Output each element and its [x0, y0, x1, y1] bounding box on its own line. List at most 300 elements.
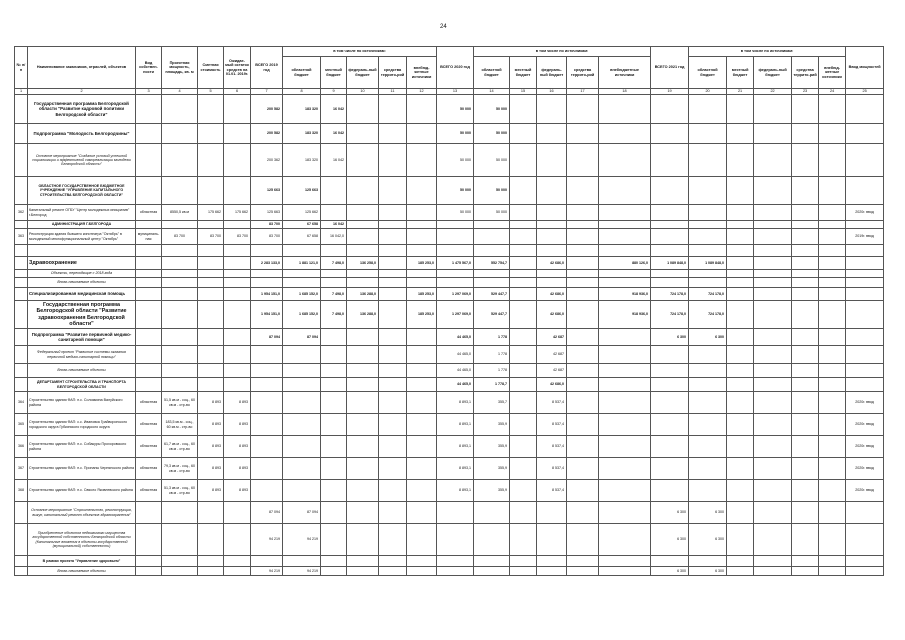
table-cell	[283, 245, 321, 257]
table-cell	[347, 177, 379, 205]
table-cell	[819, 205, 846, 221]
table-cell	[689, 229, 727, 245]
table-cell	[251, 436, 283, 458]
col-name-header: Наименование заказчиков, отраслей, объектов	[28, 47, 136, 89]
row-number	[15, 364, 28, 378]
table-cell	[407, 392, 437, 414]
table-cell: 7 498,0	[321, 288, 347, 301]
row-number	[15, 556, 28, 567]
table-cell	[321, 177, 347, 205]
table-cell	[162, 278, 198, 288]
table-cell	[792, 229, 819, 245]
table-cell	[198, 270, 224, 278]
table-cell	[819, 177, 846, 205]
table-row	[15, 480, 884, 502]
table-cell	[379, 288, 407, 301]
table-cell: 175 662	[198, 205, 224, 221]
table-cell	[224, 378, 251, 392]
table-cell	[727, 95, 754, 124]
table-cell	[198, 524, 224, 556]
table-cell	[754, 205, 792, 221]
table-cell	[224, 245, 251, 257]
row-number: 368	[15, 480, 28, 502]
column-number: 20	[689, 89, 727, 95]
table-cell	[510, 502, 537, 524]
table-cell	[727, 414, 754, 436]
table-cell: 50 000	[437, 205, 474, 221]
row-title: Строительство здания ФАП: с.с. Ивановка Грайворонского городского округа Губкинского городского округа	[28, 414, 136, 436]
table-cell	[599, 278, 651, 288]
row-number: 366	[15, 436, 28, 458]
row-number	[15, 257, 28, 270]
table-cell	[162, 124, 198, 144]
row-title: Вновь начинаемые объекты	[28, 364, 136, 378]
table-cell	[599, 392, 651, 414]
table-cell	[754, 524, 792, 556]
row-number	[15, 288, 28, 301]
table-cell	[727, 257, 754, 270]
table-cell: 8 893,1	[437, 392, 474, 414]
table-cell	[510, 414, 537, 436]
src-federal-2021: федераль-ный бюджет	[754, 57, 792, 89]
table-cell	[407, 436, 437, 458]
src-extra-2019: внебюд-жетные источники	[407, 57, 437, 89]
table-cell: 42 686,0	[537, 301, 567, 329]
table-cell	[510, 95, 537, 124]
table-row	[15, 502, 884, 524]
row-number	[15, 124, 28, 144]
table-cell	[510, 229, 537, 245]
table-cell	[792, 257, 819, 270]
table-cell	[689, 480, 727, 502]
table-cell	[321, 567, 347, 576]
row-number	[15, 221, 28, 229]
table-cell: 125 662	[283, 205, 321, 221]
column-number: 13	[437, 89, 474, 95]
table-cell: областная	[136, 458, 162, 480]
table-cell: 1 778	[474, 346, 510, 364]
table-cell	[321, 329, 347, 346]
table-cell	[224, 301, 251, 329]
table-cell	[846, 95, 884, 124]
table-cell	[599, 364, 651, 378]
table-cell	[651, 364, 689, 378]
table-cell	[567, 524, 599, 556]
table-cell	[347, 567, 379, 576]
row-title: ДЕПАРТАМЕНТ СТРОИТЕЛЬСТВА И ТРАНСПОРТА БЕЛГОРОДСКОЙ ОБЛАСТИ	[28, 378, 136, 392]
table-cell	[283, 458, 321, 480]
table-cell	[437, 524, 474, 556]
table-cell	[347, 458, 379, 480]
src-federal-2019: федераль-ный бюджет	[347, 57, 379, 89]
table-cell	[651, 392, 689, 414]
table-cell: 8 893,1	[437, 480, 474, 502]
col-cost-header: Сметная стоимость	[198, 47, 224, 89]
table-cell: 355,9	[474, 458, 510, 480]
table-cell	[379, 229, 407, 245]
table-cell	[136, 270, 162, 278]
table-cell: 175 662	[224, 205, 251, 221]
table-cell	[537, 177, 567, 205]
table-cell	[437, 502, 474, 524]
table-cell: 1 685 152,0	[283, 301, 321, 329]
table-cell	[754, 229, 792, 245]
table-cell	[379, 556, 407, 567]
table-cell	[474, 556, 510, 567]
src-territorial-2019: средства террито-рий	[379, 57, 407, 89]
table-cell	[379, 205, 407, 221]
table-cell: 2020г. ввод	[846, 205, 884, 221]
table-cell	[792, 278, 819, 288]
table-cell: 50 000	[437, 144, 474, 177]
table-cell	[407, 480, 437, 502]
table-cell	[198, 346, 224, 364]
table-cell: 6 300	[651, 567, 689, 576]
table-cell	[792, 392, 819, 414]
table-cell	[136, 346, 162, 364]
table-cell	[251, 480, 283, 502]
table-cell: 94 219	[283, 567, 321, 576]
table-cell	[510, 177, 537, 205]
table-cell	[474, 221, 510, 229]
table-cell	[510, 288, 537, 301]
table-cell: 2020г. ввод	[846, 480, 884, 502]
table-cell	[727, 436, 754, 458]
row-title: Строительство здания ФАП: п.с. Соломкина Валуйского района	[28, 392, 136, 414]
table-cell	[689, 556, 727, 567]
table-cell	[599, 205, 651, 221]
table-cell: 8 537,4	[537, 436, 567, 458]
table-cell	[379, 278, 407, 288]
table-cell	[347, 556, 379, 567]
table-cell: 355,9	[474, 436, 510, 458]
table-cell: муниципаль-ная	[136, 229, 162, 245]
table-cell	[537, 95, 567, 124]
table-cell: 2020г. ввод	[846, 392, 884, 414]
table-cell	[537, 278, 567, 288]
sources-2019-header: в том числе по источникам:	[283, 47, 437, 57]
row-number	[15, 95, 28, 124]
table-cell	[224, 257, 251, 270]
table-cell	[136, 278, 162, 288]
table-cell	[321, 414, 347, 436]
table-cell	[162, 329, 198, 346]
table-cell	[162, 245, 198, 257]
row-title: Подпрограмма "Развитие первичной медико-санитарной помощи"	[28, 329, 136, 346]
table-cell	[792, 567, 819, 576]
table-cell: 529 447,7	[474, 301, 510, 329]
table-cell	[321, 278, 347, 288]
table-cell	[754, 364, 792, 378]
table-cell	[651, 229, 689, 245]
table-cell	[792, 270, 819, 278]
table-cell	[689, 221, 727, 229]
table-cell	[599, 177, 651, 205]
table-cell: 83 700	[162, 229, 198, 245]
src-regional-2019: областной бюджет	[283, 57, 321, 89]
page-number: 24	[440, 24, 447, 30]
table-cell	[379, 221, 407, 229]
table-cell	[283, 378, 321, 392]
table-cell: 61,7 кв.м - соц., 60 кв.м - стр-во	[162, 436, 198, 458]
table-cell: 183,5 кв.м - соц., 60 кв.м - стр-во	[162, 414, 198, 436]
table-cell	[379, 144, 407, 177]
table-row	[15, 177, 884, 205]
table-cell	[599, 414, 651, 436]
table-cell	[846, 144, 884, 177]
table-cell: 2020г. ввод	[846, 458, 884, 480]
table-cell	[819, 458, 846, 480]
table-cell	[727, 288, 754, 301]
table-cell	[792, 378, 819, 392]
table-cell	[321, 556, 347, 567]
table-cell	[846, 364, 884, 378]
col-ownership-header: Вид собствен-ности	[136, 47, 162, 89]
row-number	[15, 346, 28, 364]
table-cell	[754, 346, 792, 364]
table-cell	[819, 301, 846, 329]
table-cell	[689, 436, 727, 458]
table-row	[15, 144, 884, 177]
table-cell	[792, 144, 819, 177]
table-cell	[474, 502, 510, 524]
table-cell	[198, 124, 224, 144]
table-cell: 2020г. ввод	[846, 436, 884, 458]
table-cell	[379, 177, 407, 205]
table-cell: 8 893	[224, 458, 251, 480]
table-cell	[754, 95, 792, 124]
table-cell	[198, 257, 224, 270]
table-cell	[347, 346, 379, 364]
table-cell: 125 663	[251, 205, 283, 221]
table-cell	[599, 270, 651, 278]
table-cell	[437, 278, 474, 288]
table-cell	[347, 364, 379, 378]
table-cell	[283, 270, 321, 278]
table-cell	[198, 502, 224, 524]
table-cell: 44 465,0	[437, 329, 474, 346]
table-cell: 724 178,0	[651, 288, 689, 301]
table-cell	[567, 221, 599, 229]
table-cell: 50 000	[474, 205, 510, 221]
table-cell	[846, 329, 884, 346]
table-cell	[567, 144, 599, 177]
table-cell: 16 042	[321, 95, 347, 124]
column-number: 12	[407, 89, 437, 95]
table-cell	[198, 567, 224, 576]
col-commissioning-header: Ввод мощностей	[846, 47, 884, 89]
table-cell	[819, 567, 846, 576]
table-cell	[474, 524, 510, 556]
table-cell	[599, 556, 651, 567]
table-cell	[754, 502, 792, 524]
table-cell	[651, 378, 689, 392]
table-cell	[754, 124, 792, 144]
table-cell	[792, 436, 819, 458]
table-cell	[819, 524, 846, 556]
row-title: Здравоохранение	[28, 257, 136, 270]
table-cell	[251, 378, 283, 392]
table-cell	[224, 270, 251, 278]
table-cell	[379, 458, 407, 480]
column-number: 15	[510, 89, 537, 95]
table-cell	[407, 177, 437, 205]
row-title: Строительство здания ФАП: п.с. Пропаны Чернянского района	[28, 458, 136, 480]
col-capacity-header: Проектная мощность, площадь, кв. м	[162, 47, 198, 89]
table-cell	[321, 436, 347, 458]
table-cell	[819, 288, 846, 301]
table-cell	[198, 221, 224, 229]
table-cell	[651, 346, 689, 364]
table-cell	[792, 245, 819, 257]
table-cell	[819, 245, 846, 257]
table-cell	[599, 567, 651, 576]
table-cell: 552 754,7	[474, 257, 510, 270]
table-row	[15, 229, 884, 245]
table-cell	[727, 278, 754, 288]
table-row	[15, 392, 884, 414]
table-cell: 724 178,0	[689, 301, 727, 329]
table-cell	[136, 364, 162, 378]
table-cell	[846, 270, 884, 278]
table-cell	[437, 556, 474, 567]
table-cell: 8550,5 кв.м	[162, 205, 198, 221]
col-total-2020-header: ВСЕГО 2020 год	[437, 47, 474, 89]
table-cell: 1 954 151,0	[251, 301, 283, 329]
table-cell	[162, 221, 198, 229]
row-number	[15, 144, 28, 177]
table-cell	[689, 205, 727, 221]
table-cell	[754, 278, 792, 288]
table-cell: 83 700	[251, 229, 283, 245]
table-cell	[198, 95, 224, 124]
table-cell	[321, 392, 347, 414]
src-local-2019: местный бюджет	[321, 57, 347, 89]
table-cell	[379, 524, 407, 556]
table-cell: 94 219	[251, 524, 283, 556]
table-cell	[819, 124, 846, 144]
src-extra-2021: внебюд-жетные источники	[819, 57, 846, 89]
table-cell: 8 893,1	[437, 436, 474, 458]
table-cell	[283, 346, 321, 364]
table-cell	[599, 221, 651, 229]
table-cell	[754, 177, 792, 205]
table-cell	[567, 436, 599, 458]
table-cell	[251, 364, 283, 378]
table-cell	[198, 144, 224, 177]
table-cell	[537, 221, 567, 229]
table-cell: 918 936,0	[599, 288, 651, 301]
table-cell	[567, 177, 599, 205]
table-cell	[689, 95, 727, 124]
row-title: Вновь начинаемые объекты	[28, 567, 136, 576]
table-cell	[819, 392, 846, 414]
table-cell	[136, 221, 162, 229]
table-cell	[437, 245, 474, 257]
table-cell	[224, 124, 251, 144]
col-total-2019-header: ВСЕГО 2019 год	[251, 47, 283, 89]
table-cell	[198, 245, 224, 257]
table-cell	[407, 245, 437, 257]
column-number: 23	[792, 89, 819, 95]
table-cell	[162, 524, 198, 556]
table-cell: 1 089 848,0	[651, 257, 689, 270]
column-number: 22	[754, 89, 792, 95]
table-cell: 2019г. ввод	[846, 229, 884, 245]
table-cell	[510, 144, 537, 177]
table-cell	[162, 270, 198, 278]
table-cell	[727, 245, 754, 257]
table-cell	[162, 95, 198, 124]
table-cell	[379, 301, 407, 329]
table-cell: 724 178,0	[689, 288, 727, 301]
table-cell	[727, 524, 754, 556]
table-cell	[599, 124, 651, 144]
table-cell: 1 297 069,0	[437, 301, 474, 329]
table-cell	[437, 229, 474, 245]
table-cell	[474, 278, 510, 288]
table-cell	[510, 124, 537, 144]
table-cell	[846, 301, 884, 329]
table-row	[15, 95, 884, 124]
table-cell	[510, 480, 537, 502]
table-cell	[819, 95, 846, 124]
row-title: Государственная программа Белгородской области "Развитие кадровой политики Белгородской области"	[28, 95, 136, 124]
table-cell	[347, 221, 379, 229]
table-cell: 6 300	[651, 524, 689, 556]
table-cell: 16 042	[321, 144, 347, 177]
row-title: Строительство здания ФАП: п.с. Свясло Яковлевского района	[28, 480, 136, 502]
table-cell	[599, 95, 651, 124]
table-cell: 136 288,0	[347, 288, 379, 301]
table-cell	[198, 288, 224, 301]
table-cell	[136, 378, 162, 392]
table-cell	[689, 378, 727, 392]
table-cell	[136, 245, 162, 257]
table-cell	[162, 556, 198, 567]
table-cell	[599, 502, 651, 524]
table-cell	[510, 221, 537, 229]
table-cell	[727, 346, 754, 364]
table-cell	[689, 458, 727, 480]
table-row	[15, 301, 884, 329]
table-cell	[510, 257, 537, 270]
table-cell: 125 663	[251, 177, 283, 205]
table-cell	[651, 205, 689, 221]
table-cell	[567, 364, 599, 378]
table-cell: областная	[136, 392, 162, 414]
table-cell: 42 686,0	[537, 257, 567, 270]
table-cell	[347, 278, 379, 288]
table-cell	[379, 392, 407, 414]
table-cell: 6 300	[689, 567, 727, 576]
sources-2021-header: в том числе по источникам:	[689, 47, 846, 57]
table-cell: 2 283 133,0	[251, 257, 283, 270]
table-cell: 183 320	[283, 124, 321, 144]
table-cell: 87 094	[251, 329, 283, 346]
table-cell: 200 362	[251, 144, 283, 177]
table-cell	[567, 288, 599, 301]
table-cell	[651, 95, 689, 124]
table-cell	[651, 177, 689, 205]
table-cell: 50 000	[474, 177, 510, 205]
column-number: 21	[727, 89, 754, 95]
table-cell	[689, 414, 727, 436]
table-cell: 87 094	[283, 329, 321, 346]
table-cell	[198, 556, 224, 567]
table-cell	[792, 480, 819, 502]
table-row	[15, 245, 884, 257]
